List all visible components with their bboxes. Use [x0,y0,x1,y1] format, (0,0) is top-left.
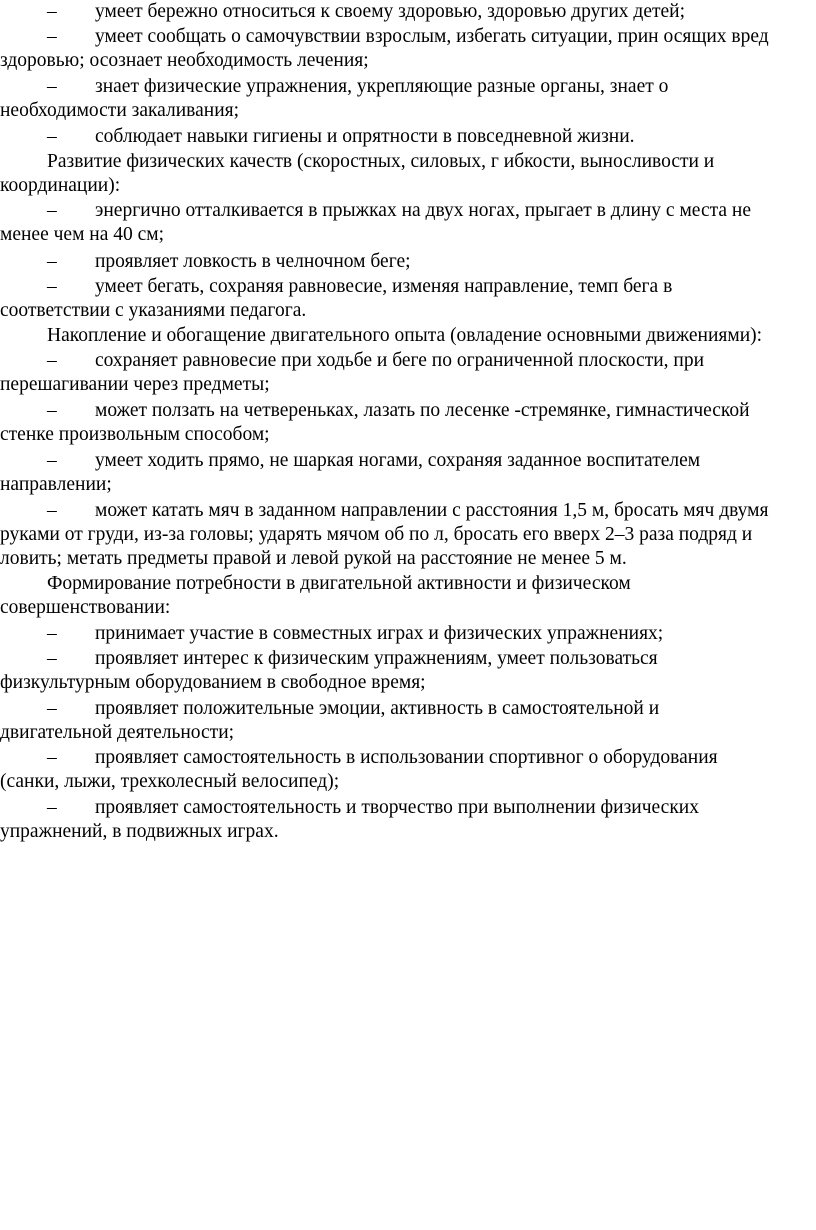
bullet-dash: – [47,1,57,22]
bullet-dash: – [47,623,57,644]
paragraph-line: двигательной деятельности; [0,722,235,743]
bullet-dash: – [47,350,57,371]
list-item-text: умеет бегать, сохраняя равновесие, изменяя направление, темп бега в [95,276,673,297]
bullet-dash: – [47,400,57,421]
list-item-text: проявляет самостоятельность и творчество при выполнении физических [95,797,699,818]
paragraph-line: направлении; [0,474,112,495]
list-item-text: умеет сообщать о самочувствии взрослым, избегать ситуации, прин осящих вред [95,26,769,47]
list-item-text: знает физические упражнения, укрепляющие разные органы, знает о [95,76,669,97]
list-item-text: проявляет ловкость в челночном беге; [95,251,411,272]
list-item-text: энергично отталкивается в прыжках на двух ногах, прыгает в длину с места не [95,200,751,221]
bullet-dash: – [47,26,57,47]
list-item-text: принимает участие в совместных играх и физических упражнениях; [95,623,664,644]
paragraph-line: менее чем на 40 см; [0,224,165,245]
paragraph-line: соответствии с указаниями педагога. [0,300,307,321]
section-heading: Накопление и обогащение двигательного опыта (овладение основными движениями): [47,325,763,346]
bullet-dash: – [47,747,57,768]
paragraph-line: руками от груди, из-за головы; ударять мячом об по л, бросать его вверх 2–3 раза подряд и [0,524,753,545]
list-item-text: умеет бережно относиться к своему здоровью, здоровью других детей; [95,1,686,22]
paragraph-line: ловить; метать предметы правой и левой рукой на расстояние не менее 5 м. [0,548,627,569]
paragraph-line: координации): [0,175,121,196]
paragraph-line: здоровью; осознает необходимость лечения; [0,50,369,71]
paragraph-line: перешагивании через предметы; [0,374,270,395]
bullet-dash: – [47,500,57,521]
list-item-text: проявляет интерес к физическим упражнениям, умеет пользоваться [95,648,658,669]
paragraph-line: физкультурным оборудованием в свободное время; [0,672,426,693]
list-item-text: может ползать на четвереньках, лазать по лесенке -стремянке, гимнастической [95,400,750,421]
list-item-text: проявляет самостоятельность в использовании спортивног о оборудования [95,747,718,768]
paragraph-line: упражнений, в подвижных играх. [0,821,279,842]
list-item-text: соблюдает навыки гигиены и опрятности в повседневной жизни. [95,126,635,147]
list-item-text: умеет ходить прямо, не шаркая ногами, сохраняя заданное воспитателем [95,450,701,471]
bullet-dash: – [47,450,57,471]
bullet-dash: – [47,200,57,221]
paragraph-line: необходимости закаливания; [0,100,240,121]
list-item-text: проявляет положительные эмоции, активность в самостоятельной и [95,698,660,719]
list-item-text: сохраняет равновесие при ходьбе и беге по ограниченной плоскости, при [95,350,705,371]
bullet-dash: – [47,251,57,272]
bullet-dash: – [47,797,57,818]
section-heading: Развитие физических качеств (скоростных, силовых, г ибкости, выносливости и [47,151,715,172]
bullet-dash: – [47,76,57,97]
paragraph-line: совершенствовании: [0,597,171,618]
bullet-dash: – [47,276,57,297]
paragraph-line: (санки, лыжи, трехколесный велосипед); [0,771,340,792]
list-item-text: может катать мяч в заданном направлении с расстояния 1,5 м, бросать мяч двумя [95,500,769,521]
section-heading: Формирование потребности в двигательной активности и физическом [47,573,631,594]
bullet-dash: – [47,126,57,147]
bullet-dash: – [47,698,57,719]
paragraph-line: стенке произвольным способом; [0,424,270,445]
bullet-dash: – [47,648,57,669]
